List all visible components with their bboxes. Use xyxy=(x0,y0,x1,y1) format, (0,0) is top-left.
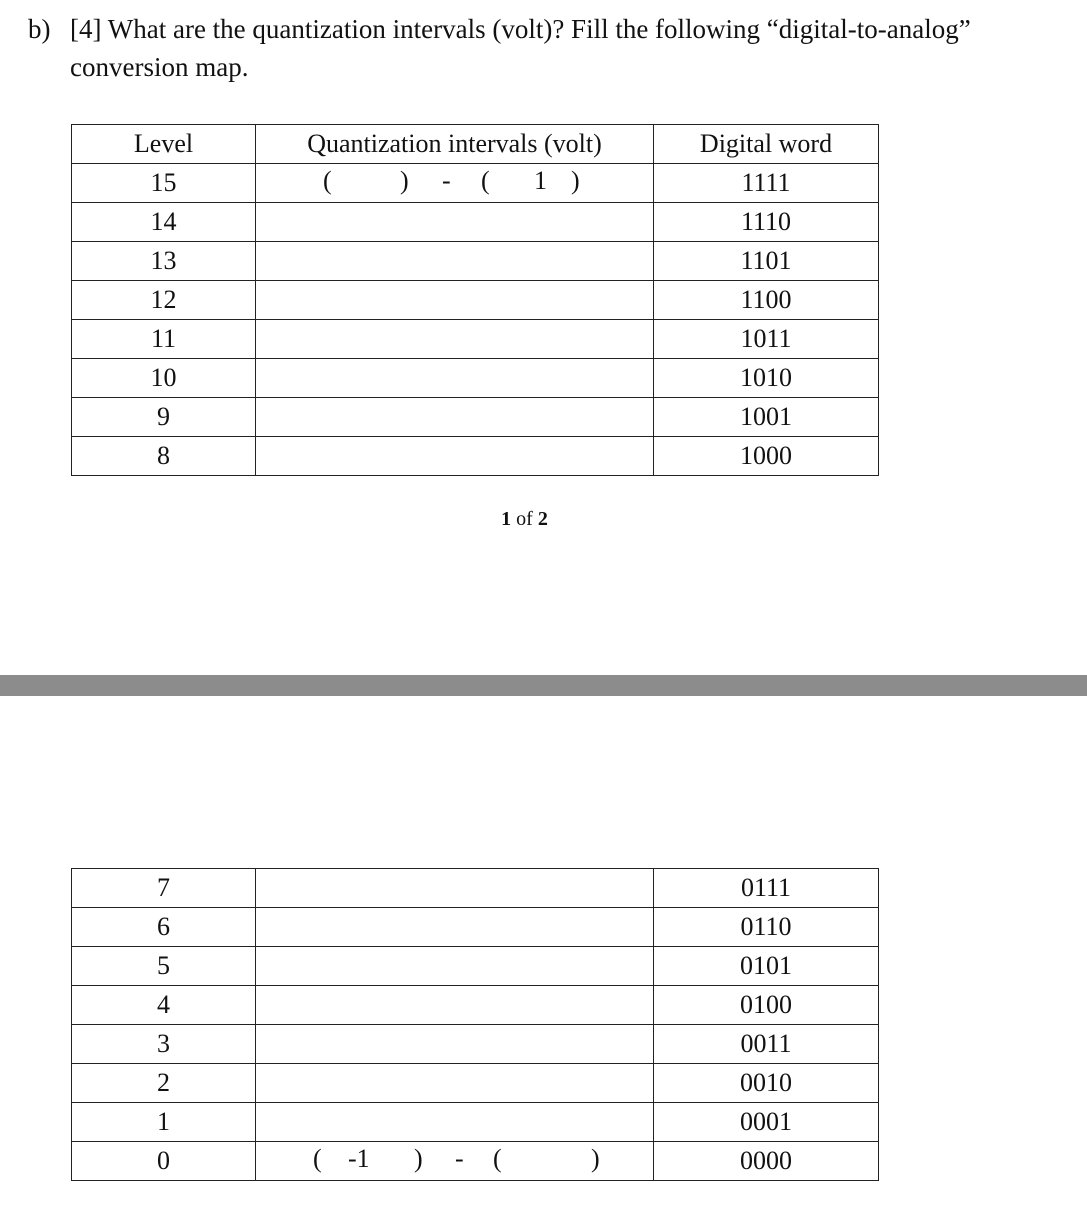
header-digital-word: Digital word xyxy=(654,125,879,164)
page-number xyxy=(0,508,1049,531)
interval-entry[interactable] xyxy=(256,1025,653,1063)
digital-word-cell: 0001 xyxy=(654,1103,879,1142)
interval-open2: ( xyxy=(481,165,490,195)
digital-word-cell: 0101 xyxy=(654,947,879,986)
table-row xyxy=(72,397,879,436)
interval-entry[interactable] xyxy=(256,398,653,436)
digital-word-cell: 1111 xyxy=(654,163,879,202)
table-row xyxy=(72,241,879,280)
interval-open1: ( xyxy=(323,165,332,195)
interval-cell[interactable] xyxy=(256,163,654,202)
interval-cell[interactable] xyxy=(256,397,654,436)
interval-value2: 1 xyxy=(534,165,547,195)
level-cell: 14 xyxy=(72,202,256,241)
header-level: Level xyxy=(72,125,256,164)
digital-word-cell: 1010 xyxy=(654,358,879,397)
interval-entry[interactable] xyxy=(256,437,653,475)
interval-cell[interactable] xyxy=(256,319,654,358)
level-cell: 9 xyxy=(72,397,256,436)
digital-word-cell: 1000 xyxy=(654,436,879,475)
table-row xyxy=(72,1142,879,1181)
interval-cell[interactable] xyxy=(256,202,654,241)
interval-close2: ) xyxy=(571,165,580,195)
interval-cell[interactable] xyxy=(256,947,654,986)
level-cell: 4 xyxy=(72,986,256,1025)
digital-word-cell: 0100 xyxy=(654,986,879,1025)
page-total: 2 xyxy=(537,508,548,530)
interval-value1: -1 xyxy=(348,1144,370,1173)
table-row xyxy=(72,869,879,908)
interval-entry[interactable] xyxy=(256,1064,653,1102)
interval-entry[interactable] xyxy=(256,986,653,1024)
digital-word-cell: 0111 xyxy=(654,869,879,908)
interval-entry[interactable] xyxy=(256,203,653,241)
interval-entry[interactable] xyxy=(256,242,653,280)
table-row xyxy=(72,202,879,241)
level-cell: 15 xyxy=(72,163,256,202)
digital-word-cell: 0000 xyxy=(654,1142,879,1181)
level-cell: 13 xyxy=(72,241,256,280)
conversion-table-top xyxy=(71,124,879,476)
digital-word-cell: 0010 xyxy=(654,1064,879,1103)
interval-entry[interactable] xyxy=(256,164,653,202)
question-body: [4] What are the quantization intervals (volt)? Fill the following “digital-to-analog” xyxy=(70,14,971,44)
table-row xyxy=(72,986,879,1025)
table-row xyxy=(72,1025,879,1064)
interval-cell[interactable] xyxy=(256,1103,654,1142)
level-cell: 6 xyxy=(72,908,256,947)
digital-word-cell: 1100 xyxy=(654,280,879,319)
level-cell: 0 xyxy=(72,1142,256,1181)
interval-cell[interactable] xyxy=(256,358,654,397)
level-cell: 12 xyxy=(72,280,256,319)
interval-entry[interactable] xyxy=(256,1142,653,1180)
level-cell: 11 xyxy=(72,319,256,358)
conversion-table-bottom xyxy=(71,868,879,1181)
interval-close1: ) xyxy=(414,1144,423,1173)
table-row xyxy=(72,319,879,358)
interval-entry[interactable] xyxy=(256,947,653,985)
digital-word-cell: 0011 xyxy=(654,1025,879,1064)
interval-cell[interactable] xyxy=(256,986,654,1025)
question-line-2: conversion map. xyxy=(70,52,249,82)
level-cell: 3 xyxy=(72,1025,256,1064)
interval-cell[interactable] xyxy=(256,908,654,947)
interval-cell[interactable] xyxy=(256,436,654,475)
interval-entry[interactable] xyxy=(256,908,653,946)
page-current: 1 xyxy=(501,508,512,530)
interval-entry[interactable] xyxy=(256,1103,653,1141)
table-row xyxy=(72,908,879,947)
level-cell: 10 xyxy=(72,358,256,397)
level-cell: 7 xyxy=(72,869,256,908)
header-quantization-intervals: Quantization intervals (volt) xyxy=(256,125,654,164)
interval-cell[interactable] xyxy=(256,280,654,319)
digital-word-cell: 1001 xyxy=(654,397,879,436)
table-row xyxy=(72,436,879,475)
interval-open2: ( xyxy=(493,1144,502,1173)
page-divider xyxy=(0,675,1087,696)
level-cell: 5 xyxy=(72,947,256,986)
interval-cell[interactable] xyxy=(256,1025,654,1064)
digital-word-cell: 1110 xyxy=(654,202,879,241)
digital-word-cell: 1011 xyxy=(654,319,879,358)
interval-cell[interactable] xyxy=(256,1064,654,1103)
interval-cell[interactable] xyxy=(256,1142,654,1181)
level-cell: 8 xyxy=(72,436,256,475)
digital-word-cell: 1101 xyxy=(654,241,879,280)
table-row xyxy=(72,1064,879,1103)
question-label: b) xyxy=(28,14,51,44)
interval-open1: ( xyxy=(313,1144,322,1173)
table-row xyxy=(72,947,879,986)
table-row xyxy=(72,358,879,397)
table-header-row xyxy=(72,125,879,164)
level-cell: 2 xyxy=(72,1064,256,1103)
interval-entry[interactable] xyxy=(256,869,653,907)
interval-cell[interactable] xyxy=(256,869,654,908)
question-line-1 xyxy=(28,10,1068,48)
interval-entry[interactable] xyxy=(256,359,653,397)
interval-dash: - xyxy=(442,165,451,195)
interval-cell[interactable] xyxy=(256,241,654,280)
interval-entry[interactable] xyxy=(256,320,653,358)
digital-word-cell: 0110 xyxy=(654,908,879,947)
question-text xyxy=(28,10,1068,86)
level-cell: 1 xyxy=(72,1103,256,1142)
interval-close2: ) xyxy=(591,1144,600,1173)
interval-entry[interactable] xyxy=(256,281,653,319)
interval-dash: - xyxy=(455,1144,464,1173)
table-row xyxy=(72,1103,879,1142)
page-of: of xyxy=(516,508,533,530)
table-row xyxy=(72,163,879,202)
table-row xyxy=(72,280,879,319)
interval-close1: ) xyxy=(400,165,409,195)
